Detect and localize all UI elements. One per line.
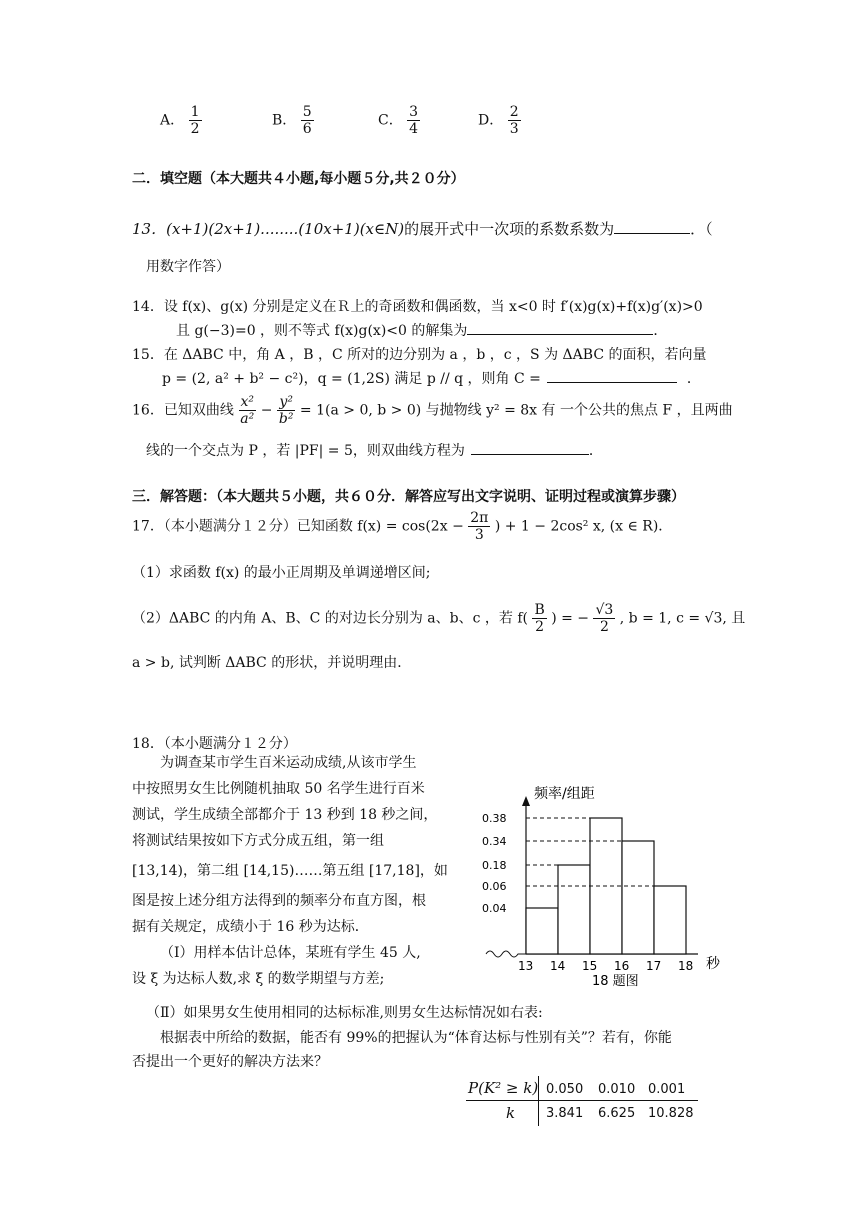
y-tick-label: 0.38 (482, 812, 507, 825)
q17-post: ) + 1 − 2cos² x, (x ∈ R)． (494, 518, 673, 535)
table-row2-label: k (506, 1104, 516, 1122)
section3-heading: 三．解答题：（本大题共５小题，共６０分．解答应写出文字说明、证明过程或演算步骤） (132, 489, 685, 505)
histogram-bar (622, 841, 654, 954)
q16-frac-x: $\frac{\text{x²}}{\text{a²}}$ (240, 394, 255, 428)
axis-break-icon (486, 951, 526, 957)
q16-post: = 1(a > 0, b > 0) 与抛物线 y² = 8x 有 一个公共的焦点 F ，且两曲 (299, 402, 733, 419)
q13-line1 (132, 218, 713, 239)
histogram-bar (558, 865, 590, 954)
q13-end: ．（ (690, 220, 713, 238)
q17-frac: $\frac{2\pi}{3}$ (470, 510, 489, 544)
choice-a-fraction: $\frac{1}{2}$ (190, 104, 200, 138)
q18-line-3: 测试，学生成绩全部都介于 13 秒到 18 秒之间， (132, 807, 438, 823)
q18-line-7: 据有关规定，成绩小于 16 秒为达标． (132, 919, 369, 935)
choice-a (160, 104, 202, 137)
k-critical-table (466, 1076, 698, 1126)
x-tick-label: 14 (550, 959, 566, 973)
q17-part2-line1 (132, 602, 745, 635)
table-row1-label: P(K² ≥ k) (468, 1079, 539, 1097)
chart-caption: 18 题图 (592, 974, 639, 989)
q18-body (132, 750, 452, 992)
table-k-3841: 3.841 (546, 1106, 584, 1121)
x-tick-label: 13 (518, 959, 534, 973)
q16-answer-blank[interactable] (471, 440, 589, 455)
y-tick-label: 0.04 (482, 902, 507, 915)
q16-line2 (146, 440, 603, 460)
q15-line2 (162, 368, 701, 388)
x-tick-label: 15 (582, 959, 598, 973)
choice-b (272, 104, 314, 137)
q16-frac-y: $\frac{\text{y²}}{\text{b²}}$ (278, 394, 294, 428)
q16-line1 (132, 394, 733, 427)
choice-b-fraction: $\frac{5}{6}$ (302, 104, 312, 138)
q15-end: ． (686, 371, 701, 387)
q16-end: ． (588, 443, 603, 459)
q14-end: ． (653, 323, 668, 339)
q15-line2-text: p = (2, a² + b² − c²)，q = (1,2S) 满足 p // q ，则角 C = (162, 371, 541, 387)
choice-a-label: A． (160, 112, 185, 129)
q14-line1: 14．设 f(x)、g(x) 分别是定义在Ｒ上的奇函数和偶函数，当 x<0 时 f′(x)g(x)+f(x)g′(x)>0 (132, 299, 703, 315)
q17-part2-frac-root3: $\frac{√3}{2}$ (595, 602, 614, 636)
x-tick-label: 17 (646, 959, 662, 973)
q18-line-1: 为调查某市学生百米运动成绩,从该市学生 (160, 755, 417, 771)
q18-part2-b: 根据表中所给的数据，能否有 99%的把握认为“体育达标与性别有关”？若有，你能 (160, 1030, 672, 1046)
y-tick-label: 0.18 (482, 859, 507, 872)
q18-line-5: [13,14)，第二组 [14,15)……第五组 [17,18]，如 (132, 863, 448, 879)
q13-answer-blank[interactable] (614, 219, 690, 234)
chart-ylabel: 频率/组距 (534, 786, 595, 802)
table-p-050: 0.050 (546, 1082, 584, 1097)
x-tick-label: 16 (614, 959, 630, 973)
q18-part2: （Ⅱ）如果男女生使用相同的达标标准,则男女生达标情况如右表: (146, 1005, 543, 1021)
table-k-6625: 6.625 (598, 1106, 636, 1121)
q17-part2-pre: （2）ΔABC 的内角 A、B、C 的对边长分别为 a、b、c ，若 f( (132, 610, 528, 627)
table-vline (538, 1076, 539, 1126)
histogram-bar (526, 908, 558, 954)
x-tick-label: 18 (678, 959, 694, 973)
choice-c (378, 104, 420, 137)
q17-part2-post: , b = 1, c = √3, 且 (619, 610, 746, 627)
q16-minus: − (260, 402, 273, 419)
q14-answer-blank[interactable] (467, 320, 653, 335)
q16-line2-text: 线的一个交点为 P ，若 |PF| = 5，则双曲线方程为 (146, 443, 465, 459)
chart-xunit: 秒 (706, 956, 720, 972)
q15-line1: 15．在 ΔABC 中，角 A ，B ，C 所对的边分别为 a ，b ，c ，S 为 ΔABC 的面积，若向量 (132, 347, 707, 363)
q15-answer-blank[interactable] (547, 368, 677, 383)
choice-c-fraction: $\frac{3}{4}$ (409, 104, 419, 138)
q17-part2-line2: a > b, 试判断 ΔABC 的形状，并说明理由． (132, 655, 412, 671)
y-tick-label: 0.06 (482, 880, 507, 893)
q18-line-9: 设 ξ 为达标人数,求 ξ 的数学期望与方差; (132, 971, 385, 987)
histogram-bar (654, 886, 686, 954)
y-tick-label: 0.34 (482, 835, 507, 848)
table-p-001: 0.001 (648, 1082, 686, 1097)
frequency-histogram (470, 778, 730, 990)
choice-d-fraction: $\frac{2}{3}$ (509, 104, 519, 138)
q14-line2 (176, 320, 667, 340)
choice-c-label: C． (378, 112, 403, 129)
table-k-10828: 10.828 (648, 1106, 694, 1121)
q13-line2: 用数字作答） (146, 259, 230, 275)
q13-expr: 13．(x+1)(2x+1)........(10x+1)(x∈N) (132, 220, 405, 238)
choice-b-label: B． (272, 112, 297, 129)
q17-part2-mid: ) = − (551, 610, 590, 627)
q17-part2-frac-b: $\frac{B}{2}$ (534, 602, 545, 636)
q17-line1 (132, 510, 672, 543)
q13-text: 的展开式中一次项的系数系数为 (404, 220, 615, 238)
y-axis-arrow-icon (522, 796, 530, 806)
table-p-010: 0.010 (598, 1082, 636, 1097)
q17-part1: （1）求函数 f(x) 的最小正周期及单调递增区间; (132, 565, 431, 581)
q18-line-8: （Ⅰ）用样本估计总体，某班有学生 45 人, (160, 945, 421, 961)
q18-line-6: 图是按上述分组方法得到的频率分布直方图，根 (132, 893, 426, 909)
choice-d-label: D． (478, 112, 504, 129)
choice-d (478, 104, 521, 137)
section2-heading: 二．填空题（本大题共４小题,每小题５分,共２０分） (132, 171, 465, 187)
table-hline (466, 1100, 698, 1101)
q18-title: 18．（本小题满分１２分） (132, 736, 297, 752)
q18-line-2: 中按照男女生比例随机抽取 50 名学生进行百米 (132, 781, 425, 797)
q16-pre: 16．已知双曲线 (132, 402, 234, 419)
q14-line2-text: 且 g(−3)=0 ，则不等式 f(x)g(x)<0 的解集为 (176, 323, 468, 339)
q17-pre: 17．（本小题满分１２分）已知函数 f(x) = cos(2x − (132, 518, 464, 535)
q18-line-4: 将测试结果按如下方式分成五组，第一组 (132, 833, 384, 849)
q18-part2-c: 否提出一个更好的解决方法来？ (132, 1054, 328, 1070)
